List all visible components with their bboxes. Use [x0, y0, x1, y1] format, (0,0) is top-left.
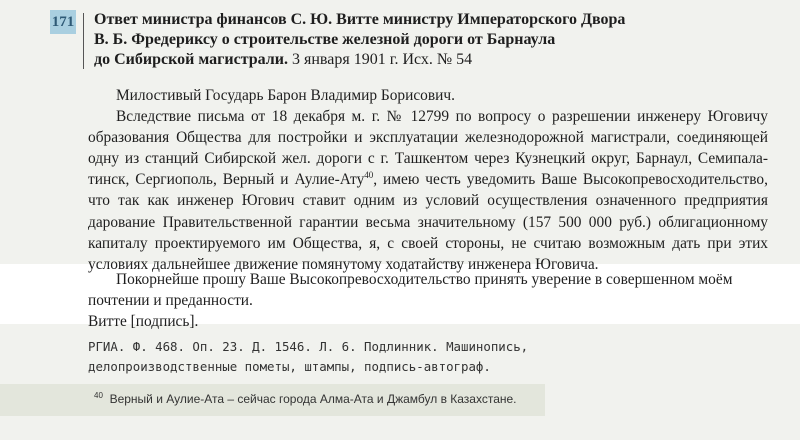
archive-line: РГИА. Ф. 468. Оп. 23. Д. 1546. Л. 6. Подлинник. Машинопись,: [88, 339, 529, 354]
letter-closing: [88, 269, 768, 332]
title-meta: 3 января 1901 г. Исх. № 54: [291, 51, 473, 68]
footnote-number: 40: [94, 391, 103, 400]
header-divider: [83, 13, 84, 69]
letter-line: условиях дальнейшее движение помянутому ходатайству инженера Юговича.: [88, 255, 599, 273]
letter-line: дарование Правительственной гарантии весьма значительному (157 500 000 руб.) облигационному: [88, 213, 768, 231]
letter-line: одну из станций Сибирской жел. дороги с г. Ташкентом через Кузнецкий округ, Барнаул, Семипала-: [88, 150, 768, 168]
letter-line-text: тинск, Сергиополь, Верный и Аулие-Ату: [88, 171, 365, 189]
document-title: [94, 10, 754, 70]
document-number-badge: 171: [50, 10, 76, 34]
title-line-text: до Сибирской магистрали.: [94, 51, 288, 68]
footnote-body: Верный и Аулие-Ата – сейчас города Алма-Ата и Джамбул в Казахстане.: [109, 392, 517, 406]
footnote-text: [94, 392, 517, 406]
signature: Витте [подпись].: [88, 313, 199, 330]
closing-line: почтении и преданности.: [88, 292, 253, 309]
letter-line: Вследствие письма от 18 декабря м. г. № 12799 по вопросу о разрешении инженеру Юговичу: [116, 108, 768, 126]
letter-line: [88, 169, 768, 190]
title-line: Ответ министра финансов С. Ю. Витте министру Императорского Двора: [94, 11, 626, 28]
archive-reference: [88, 337, 708, 377]
letter-line: капиталу проектируемого им Общества, я, с своей стороны, не считаю возможным дать при этих: [88, 234, 768, 252]
footnote-reference: 40: [364, 170, 374, 181]
closing-line: Покорнейше прошу Ваше Высокопревосходительство принять уверение в совершенном моём: [116, 271, 733, 288]
footnote-box: [0, 384, 545, 416]
title-line: В. Б. Фредериксу о строительстве железной дороги от Барнаула: [94, 31, 556, 48]
title-line: [94, 50, 754, 70]
letter-line: образования Общества для постройки и эксплуатации железнодорожной магистрали, соединяющей: [88, 129, 768, 147]
letter-line-text: , имею честь уведомить Ваше Высокопревосходительство,: [373, 171, 768, 189]
letter-body: [88, 85, 768, 275]
archive-line: делопроизводственные пометы, штампы, подпись-автограф.: [88, 359, 491, 374]
letter-line: что так как инженер Югович ставит одним из условий осуществления означенного предприятия: [88, 192, 768, 210]
salutation: Милостивый Государь Барон Владимир Борисович.: [116, 87, 455, 104]
